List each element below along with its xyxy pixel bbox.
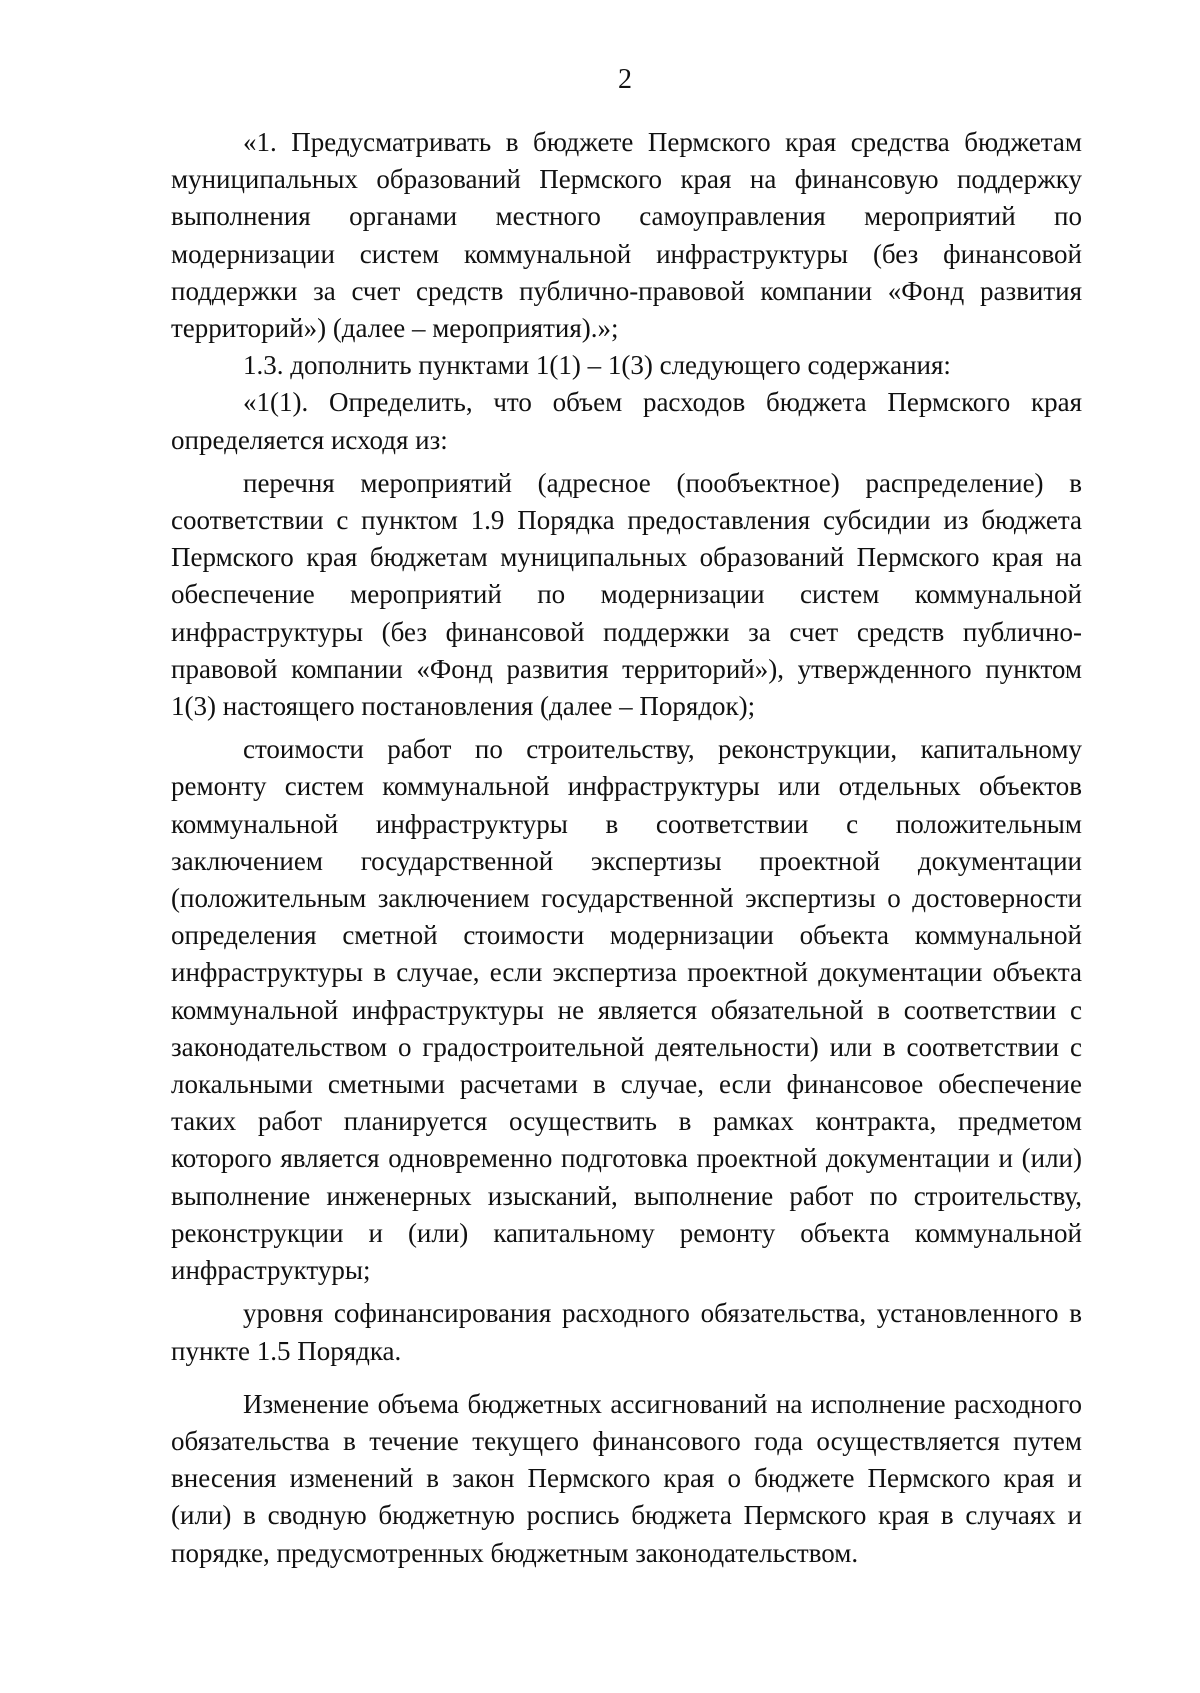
paragraph-2: 1.3. дополнить пунктами 1(1) – 1(3) следующего содержания: (243, 350, 951, 381)
paragraph-4: перечня мероприятий (адресное (пообъектное) распределение) в соответствии с пунктом 1.9 Порядка предоставления субсидии из бюджета Пермского края бюджетам муниципальных образований Пермского края на обеспечение мероприятий по модернизации систем коммунальной инфраструктуры (без финансовой поддержки за счет средств публично-правовой компании «Фонд развития территорий»), утвержденного пунктом 1(3) настоящего постановления (далее – Порядок); (171, 467, 1082, 722)
page-number: 2 (618, 64, 632, 95)
document-body (171, 124, 1082, 1572)
paragraph-3: «1(1). Определить, что объем расходов бюджета Пермского края определяется исходя из: (171, 387, 1082, 455)
paragraph-7: Изменение объема бюджетных ассигнований на исполнение расходного обязательства в течение текущего финансового года осуществляется путем внесения изменений в закон Пермского края о бюджете Пермского края и (или) в сводную бюджетную роспись бюджета Пермского края в случаях и порядке, предусмотренных бюджетным законодательством. (171, 1388, 1082, 1568)
paragraph-5: стоимости работ по строительству, реконструкции, капитальному ремонту систем коммунальной инфраструктуры или отдельных объектов коммунальной инфраструктуры в соответствии с положительным заключением государственной экспертизы проектной документации (положительным заключением государственной экспертизы о достоверности определения сметной стоимости модернизации объекта коммунальной инфраструктуры в случае, если экспертиза проектной документации объекта коммунальной инфраструктуры не является обязательной в соответствии с законодательством о градостроительной деятельности) или в соответствии с локальными сметными расчетами в случае, если финансовое обеспечение таких работ планируется осуществить в рамках контракта, предметом которого является одновременно подготовка проектной документации и (или) выполнение инженерных изысканий, выполнение работ по строительству, реконструкции и (или) капитальному ремонту объекта коммунальной инфраструктуры; (171, 734, 1082, 1286)
paragraph-6: уровня софинансирования расходного обязательства, установленного в пункте 1.5 Порядка. (171, 1298, 1082, 1366)
paragraph-1: «1. Предусматривать в бюджете Пермского края средства бюджетам муниципальных образований Пермского края на финансовую поддержку выполнения органами местного самоуправления мероприятий по модернизации систем коммунальной инфраструктуры (без финансовой поддержки за счет средств публично-правовой компании «Фонд развития территорий») (далее – мероприятия).»; (171, 127, 1082, 344)
